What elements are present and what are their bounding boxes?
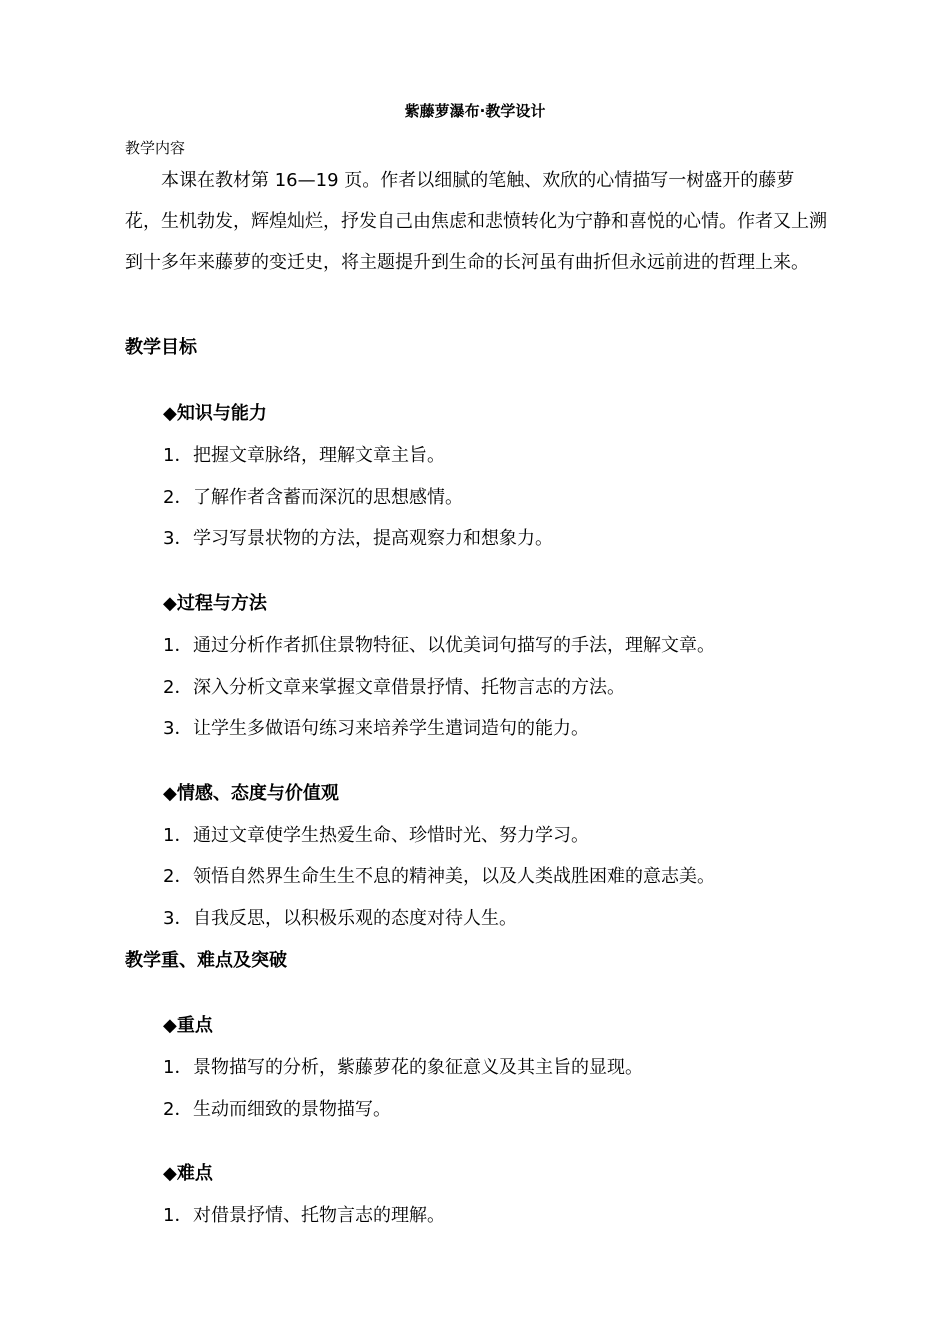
key-points-heading: 教学重、难点及突破 <box>125 950 287 971</box>
list-item: 1．把握文章脉络，理解文章主旨。 <box>163 445 445 466</box>
list-item: 3．学习写景状物的方法，提高观察力和想象力。 <box>163 528 553 549</box>
list-item: 1．通过分析作者抓住景物特征、以优美词句描写的手法，理解文章。 <box>163 635 715 656</box>
list-item: 2．领悟自然界生命生生不息的精神美，以及人类战胜困难的意志美。 <box>163 866 715 887</box>
content-heading: 教学内容 <box>125 139 186 157</box>
list-item: 2．了解作者含蓄而深沉的思想感情。 <box>163 487 463 508</box>
list-item: 3．让学生多做语句练习来培养学生遣词造句的能力。 <box>163 718 589 739</box>
list-item: 3．自我反思，以积极乐观的态度对待人生。 <box>163 908 517 929</box>
list-item: 1．对借景抒情、托物言志的理解。 <box>163 1205 445 1226</box>
goals-heading: 教学目标 <box>125 337 197 358</box>
intro-paragraph: 本课在教材第 16—19 页。作者以细腻的笔触、欢欣的心情描写一树盛开的藤萝花，生机勃发，辉煌灿烂，抒发自己由焦虑和悲愤转化为宁静和喜悦的心情。作者又上溯到十多年来藤萝的变迁史，将主题提升到生命的长河虽有曲折但永远前进的哲理上来。 <box>125 170 827 273</box>
list-item: 2．生动而细致的景物描写。 <box>163 1099 391 1120</box>
difficulty-heading: ◆难点 <box>163 1163 213 1184</box>
list-item: 2．深入分析文章来掌握文章借景抒情、托物言志的方法。 <box>163 677 625 698</box>
list-item: 1．通过文章使学生热爱生命、珍惜时光、努力学习。 <box>163 825 589 846</box>
emotion-heading: ◆情感、态度与价值观 <box>163 783 339 804</box>
process-heading: ◆过程与方法 <box>163 593 267 614</box>
list-item: 1．景物描写的分析，紫藤萝花的象征意义及其主旨的显现。 <box>163 1057 643 1078</box>
document-title: 紫藤萝瀑布·教学设计 <box>404 102 546 120</box>
focus-heading: ◆重点 <box>163 1015 213 1036</box>
knowledge-heading: ◆知识与能力 <box>163 403 267 424</box>
